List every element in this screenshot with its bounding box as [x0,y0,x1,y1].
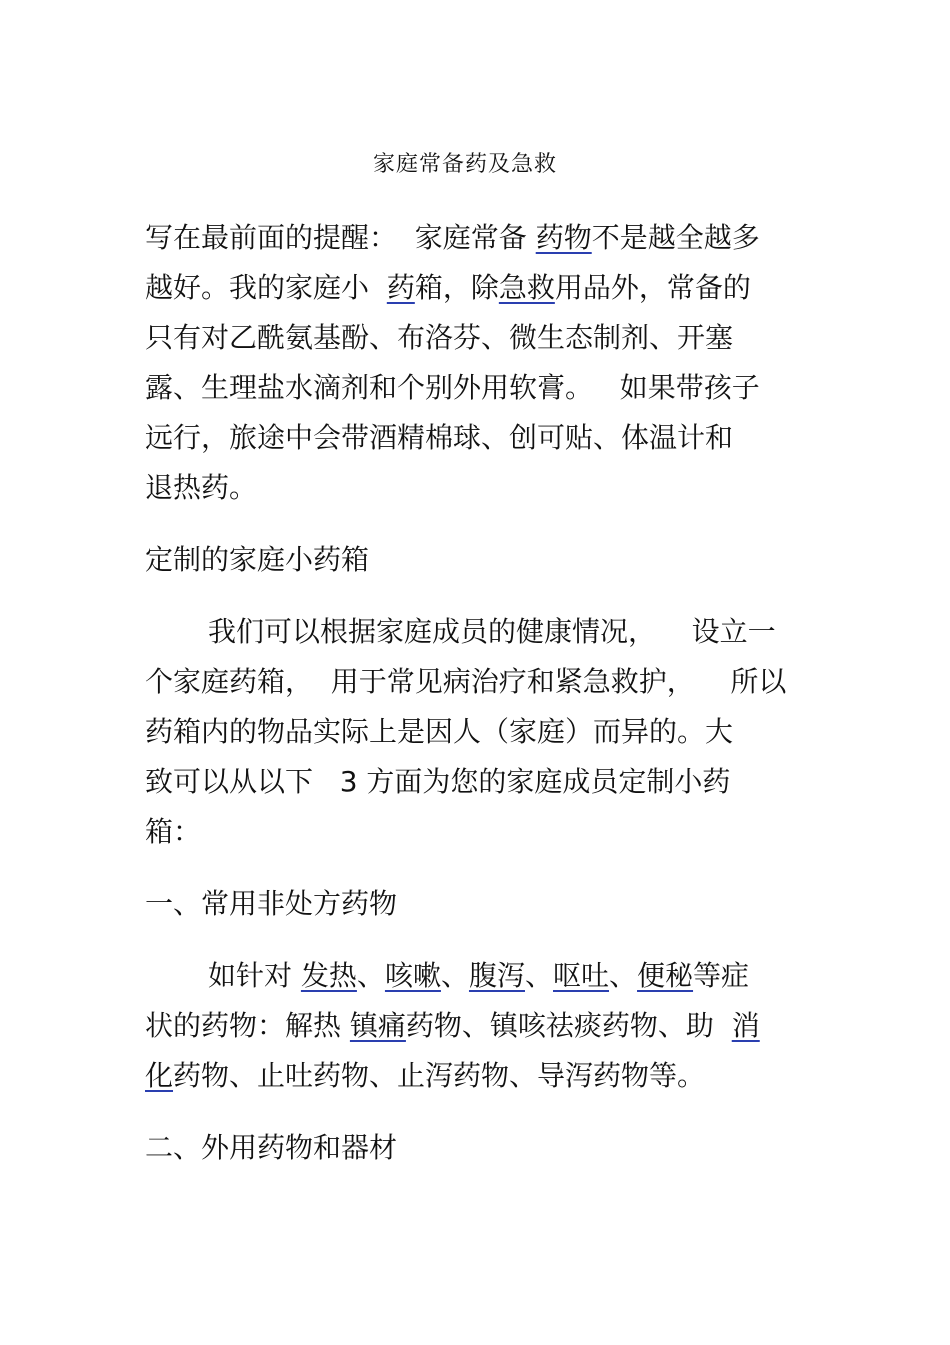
link-digestion-part1[interactable]: 消 [731,1009,760,1042]
link-diarrhea[interactable]: 腹泻 [468,959,525,992]
intro-text: 不是越全越多 [591,221,760,254]
otc-text: 药物、镇咳祛痰药物、助 [405,1009,732,1042]
intro-line-2 [145,268,751,308]
intro-text: 写在最前面的提醒： 家庭常备 [145,221,536,254]
link-constipation[interactable]: 便秘 [637,959,694,992]
otc-text: 药物、止吐药物、止泻药物、导泻药物等。 [173,1059,706,1092]
otc-line-3 [145,1056,705,1096]
link-medicine-box[interactable]: 药 [386,271,415,304]
custom-line-1: 我们可以根据家庭成员的健康情况， 设立一 [208,615,776,648]
custom-line-5: 箱： [145,815,202,848]
link-vomit[interactable]: 呕吐 [553,959,610,992]
link-medicine[interactable]: 药物 [535,221,592,254]
section-heading-custom-box: 定制的家庭小药箱 [145,543,370,576]
otc-line-2 [145,1006,760,1046]
otc-text: 等症 [693,959,750,992]
intro-line-1 [145,218,760,258]
custom-line-2: 个家庭药箱， 用于常见病治疗和紧急救护， 所以 [145,665,787,698]
separator: 、 [524,959,553,992]
custom-line-4: 致可以从以下 3 方面为您的家庭成员定制小药 [145,765,731,798]
link-digestion-part2[interactable]: 化 [145,1059,174,1092]
section-heading-external: 二、外用药物和器材 [145,1131,398,1164]
intro-text: 用品外，常备的 [554,271,751,304]
separator: 、 [356,959,385,992]
link-cough[interactable]: 咳嗽 [384,959,441,992]
document-title: 家庭常备药及急救 [372,152,557,177]
otc-text: 状的药物：解热 [145,1009,350,1042]
intro-text: 箱，除 [414,271,499,304]
intro-line-6: 退热药。 [145,471,258,504]
separator: 、 [440,959,469,992]
otc-text: 如针对 [208,959,301,992]
link-fever[interactable]: 发热 [300,959,357,992]
link-first-aid[interactable]: 急救 [498,271,555,304]
custom-line-3: 药箱内的物品实际上是因人（家庭）而异的。大 [145,715,734,748]
intro-line-5: 远行，旅途中会带酒精棉球、创可贴、体温计和 [145,421,734,454]
link-analgesic[interactable]: 镇痛 [349,1009,406,1042]
section-heading-otc: 一、常用非处方药物 [145,887,398,920]
intro-line-3: 只有对乙酰氨基酚、布洛芬、微生态制剂、开塞 [145,321,734,354]
otc-line-1 [208,956,749,996]
separator: 、 [609,959,638,992]
intro-line-4: 露、生理盐水滴剂和个别外用软膏。 如果带孩子 [145,371,760,404]
intro-text: 越好。我的家庭小 [145,271,387,304]
